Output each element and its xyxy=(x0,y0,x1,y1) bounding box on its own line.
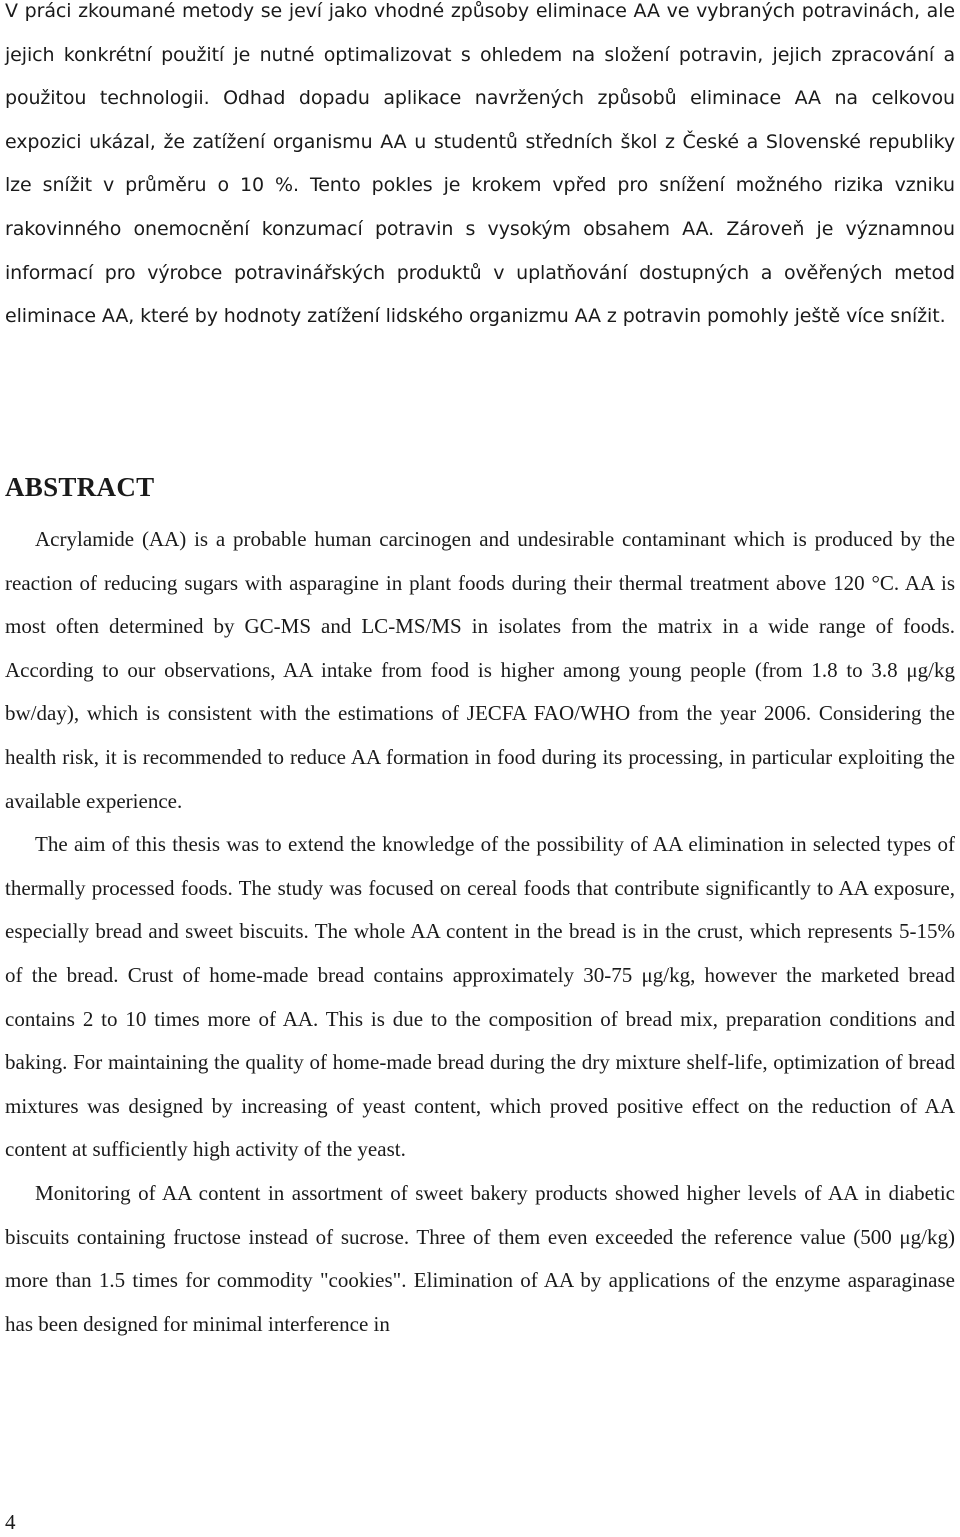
abstract-paragraph: Monitoring of AA content in assortment of sweet bakery products showed higher levels of AA in diabetic biscuits containing fructose instead of sucrose. Three of them even exceeded the reference value (500 μg/kg) more than 1.5 times for commodity "cookies". Elimination of AA by applications of the enzyme asparaginase has been designed for minimal interference in xyxy=(5,1180,955,1336)
czech-summary-paragraph: V práci zkoumané metody se jeví jako vhodné způsoby eliminace AA ve vybraných potravinách, ale jejich konkrétní použití je nutné optimalizovat s ohledem na složení potravin, jejich zpracování a použitou technologii. Odhad dopadu aplikace navržených způsobů eliminace AA na celkovou expozici ukázal, že zatížení organismu AA u studentů středních škol z České a Slovenské republiky lze snížit v průměru o 10 %. Tento pokles je krokem vpřed pro snížení možného rizika vzniku rakovinného onemocnění konzumací potravin s vysokým obsahem AA. Zároveň je významnou informací pro výrobce potravinářských produktů v uplatňování dostupných a ověřených metod eliminace AA, které by hodnoty zatížení lidského organizmu AA z potravin pomohly ještě více snížit. xyxy=(5,0,955,328)
abstract-paragraph: The aim of this thesis was to extend the knowledge of the possibility of AA elimination in selected types of thermally processed foods. The study was focused on cereal foods that contribute significantly to AA exposure, especially bread and sweet biscuits. The whole AA content in the bread is in the crust, which represents 5-15% of the bread. Crust of home-made bread contains approximately 30-75 μg/kg, however the marketed bread contains 2 to 10 times more of AA. This is due to the composition of bread mix, preparation conditions and baking. For maintaining the quality of home-made bread during the dry mixture shelf-life, optimization of bread mixtures was designed by increasing of yeast content, which proved positive effect on the reduction of AA content at sufficiently high activity of the yeast. xyxy=(5,832,955,1162)
page-number: 4 xyxy=(5,1510,16,1534)
abstract-heading: ABSTRACT xyxy=(5,472,155,502)
abstract-paragraph: Acrylamide (AA) is a probable human carcinogen and undesirable contaminant which is produced by the reaction of reducing sugars with asparagine in plant foods during their thermal treatment above 120 °C. AA is most often determined by GC-MS and LC-MS/MS in isolates from the matrix in a wide range of foods. According to our observations, AA intake from food is higher among young people (from 1.8 to 3.8 μg/kg bw/day), which is consistent with the estimations of JECFA FAO/WHO from the year 2006. Considering the health risk, it is recommended to reduce AA formation in food during its processing, in particular exploiting the available experience. xyxy=(5,527,955,813)
abstract-body xyxy=(5,518,955,1346)
